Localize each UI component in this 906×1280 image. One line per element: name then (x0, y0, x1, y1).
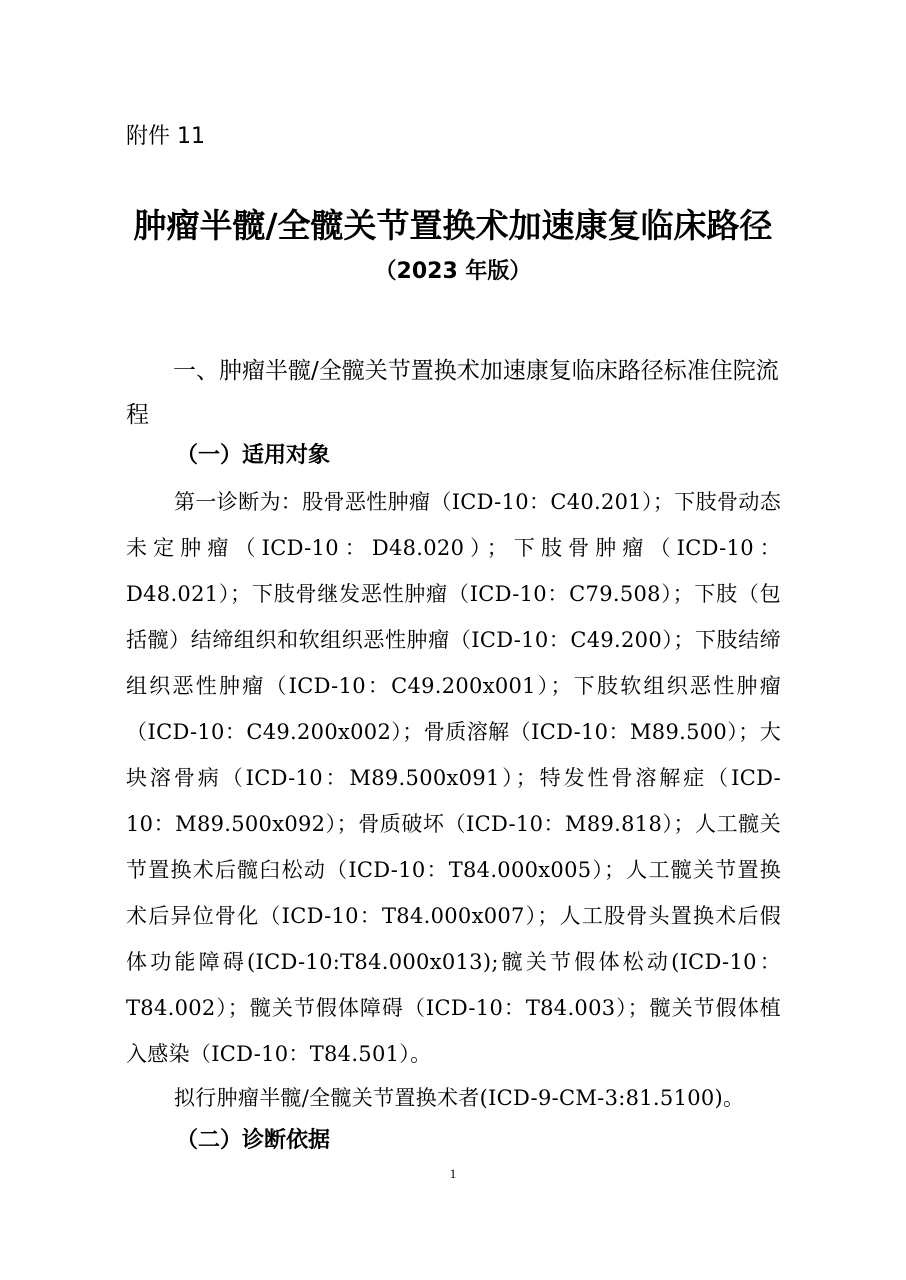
subsection-heading-scope: （一）适用对象 (176, 443, 331, 468)
paragraph-procedure: 拟行肿瘤半髋/全髋关节置换术者(ICD-9-CM-3:81.5100)。 (174, 1086, 745, 1110)
document-title: 肿瘤半髋/全髋关节置换术加速康复临床路径 (133, 206, 773, 245)
attachment-label: 附件 11 (126, 124, 205, 149)
paragraph-diagnosis: 第一诊断为：股骨恶性肿瘤（ICD-10：C40.201）；下肢骨动态未定肿瘤（ICD-10：D48.020）；下肢骨肿瘤（ICD-10：D48.021）；下肢骨继发恶性肿瘤（ICD-10：C79.508）；下肢（包括髋）结缔组织和软组织恶性肿瘤（ICD-10：C49.200）；下肢结缔组织恶性肿瘤（ICD-10：C49.200x001）；下肢软组织恶性肿瘤（ICD-10：C49.200x002）；骨质溶解（ICD-10：M89.500）；大块溶骨病（ICD-10：M89.500x091）；特发性骨溶解症（ICD-10：M89.500x092）；骨质破坏（ICD-10：M89.818）；人工髋关节置换术后髋臼松动（ICD-10：T84.000x005）；人工髋关节置换术后异位骨化（ICD-10：T84.000x007）；人工股骨头置换术后假体功能障碍(ICD-10:T84.000x013);髋关节假体松动(ICD-10：T84.002）；髋关节假体障碍（ICD-10：T84.003）；髋关节假体植入感染（ICD-10：T84.501）。 (126, 490, 781, 1066)
document-edition: （2023 年版） (374, 259, 532, 284)
subsection-heading-basis: （二）诊断依据 (176, 1128, 331, 1153)
page-number: 1 (449, 1166, 457, 1181)
section-heading: 一、肿瘤半髋/全髋关节置换术加速康复临床路径标准住院流程 (126, 358, 779, 428)
